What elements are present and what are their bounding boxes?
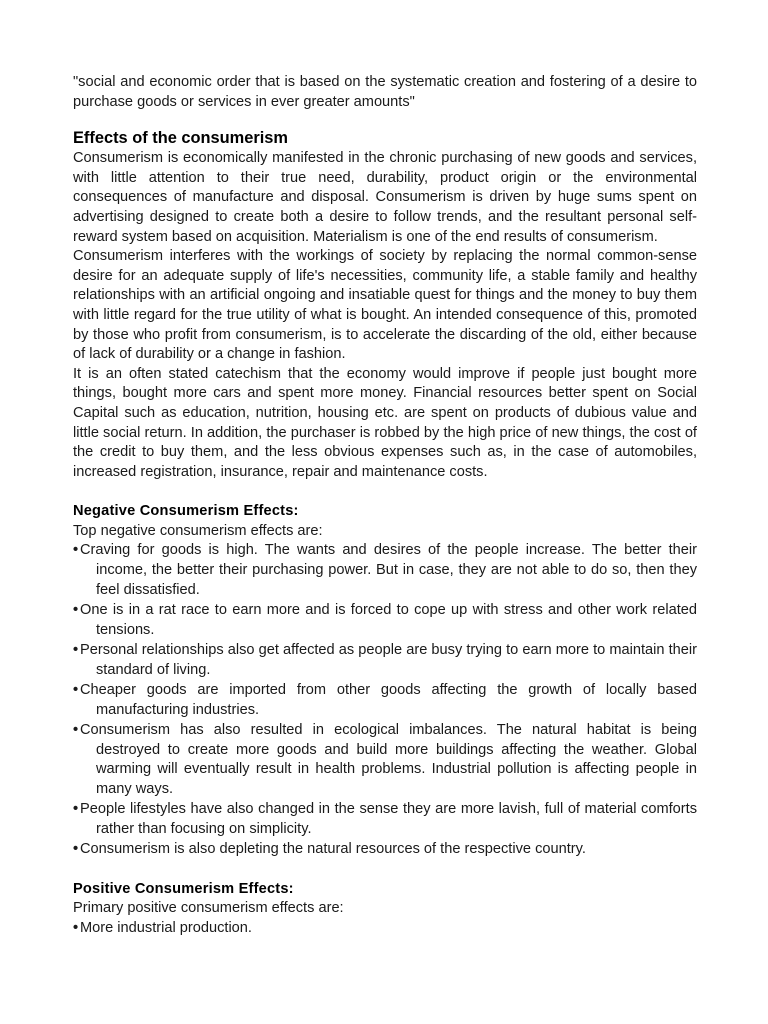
bullet-icon: • — [73, 722, 79, 738]
positive-effects-intro: Primary positive consumerism effects are: — [73, 900, 344, 917]
list-item: • Cheaper goods are imported from other goods affecting the growth of locally based manufacturing industries. — [73, 682, 697, 718]
definition-quote: "social and economic order that is based on the systematic creation and fostering of a desire to purchase goods or services in ever greater amounts" — [73, 74, 697, 110]
bullet-icon: • — [73, 602, 79, 619]
effects-paragraph-3: It is an often stated catechism that the economy would improve if people just bought more things, bought more cars and spent more money. Financial resources better spent on Social Capital such as education, nutrition, housing etc. are spent on products of dubious value and little social return. In addition, the purchaser is robbed by the high price of new things, the cost of the credit to buy them, and the less obvious expenses such as, in the case of automobiles, increased registration, insurance, repair and maintenance costs. — [73, 365, 697, 480]
positive-effects-heading: Positive Consumerism Effects: — [73, 880, 294, 897]
list-item: • Consumerism has also resulted in ecological imbalances. The natural habitat is being destroyed to create more goods and build more buildings affecting the weather. Global warming will eventually result in health problems. Industrial pollution is affecting people in many ways. — [73, 722, 697, 797]
bullet-icon: • — [73, 841, 79, 858]
bullet-icon: • — [73, 642, 79, 659]
bullet-icon: • — [73, 919, 79, 936]
list-item: • More industrial production. — [73, 919, 697, 939]
list-item: • Personal relationships also get affected as people are busy trying to earn more to maintain their standard of living. — [73, 642, 697, 678]
document-page — [73, 73, 697, 939]
effects-paragraph-2: Consumerism interferes with the workings of society by replacing the normal common-sense desire for an adequate supply of life's necessities, community life, a stable family and healthy relationships with an artificial ongoing and insatiable quest for things and the money to buy them with little regard for the true utility of what is bought. An intended consequence of this, promoted by those who profit from consumerism, is to accelerate the discarding of the old, either because of lack of durability or a change in fashion. — [73, 248, 697, 363]
effects-heading: Effects of the consumerism — [73, 129, 288, 148]
negative-effects-heading: Negative Consumerism Effects: — [73, 503, 299, 520]
negative-effects-list — [73, 541, 697, 859]
effects-paragraph-1: Consumerism is economically manifested in the chronic purchasing of new goods and services, with little attention to their true need, durability, product origin or the environmental consequences of manufacture and disposal. Consumerism is driven by huge sums spent on advertising designed to create both a desire to follow trends, and the resultant personal self-reward system based on acquisition. Materialism is one of the end results of consumerism. — [73, 150, 697, 245]
negative-effects-intro: Top negative consumerism effects are: — [73, 522, 323, 539]
list-item: • Consumerism is also depleting the natural resources of the respective country. — [73, 840, 697, 860]
bullet-icon: • — [73, 542, 79, 559]
bullet-icon: • — [73, 801, 79, 818]
list-item: • One is in a rat race to earn more and is forced to cope up with stress and other work related tensions. — [73, 602, 697, 638]
list-item: • People lifestyles have also changed in the sense they are more lavish, full of material comforts rather than focusing on simplicity. — [73, 801, 697, 837]
bullet-icon: • — [73, 682, 79, 699]
list-item: • Craving for goods is high. The wants and desires of the people increase. The better their income, the better their purchasing power. But in case, they are not able to do so, then they feel dissatisfied. — [73, 542, 697, 598]
positive-effects-list — [73, 919, 697, 939]
